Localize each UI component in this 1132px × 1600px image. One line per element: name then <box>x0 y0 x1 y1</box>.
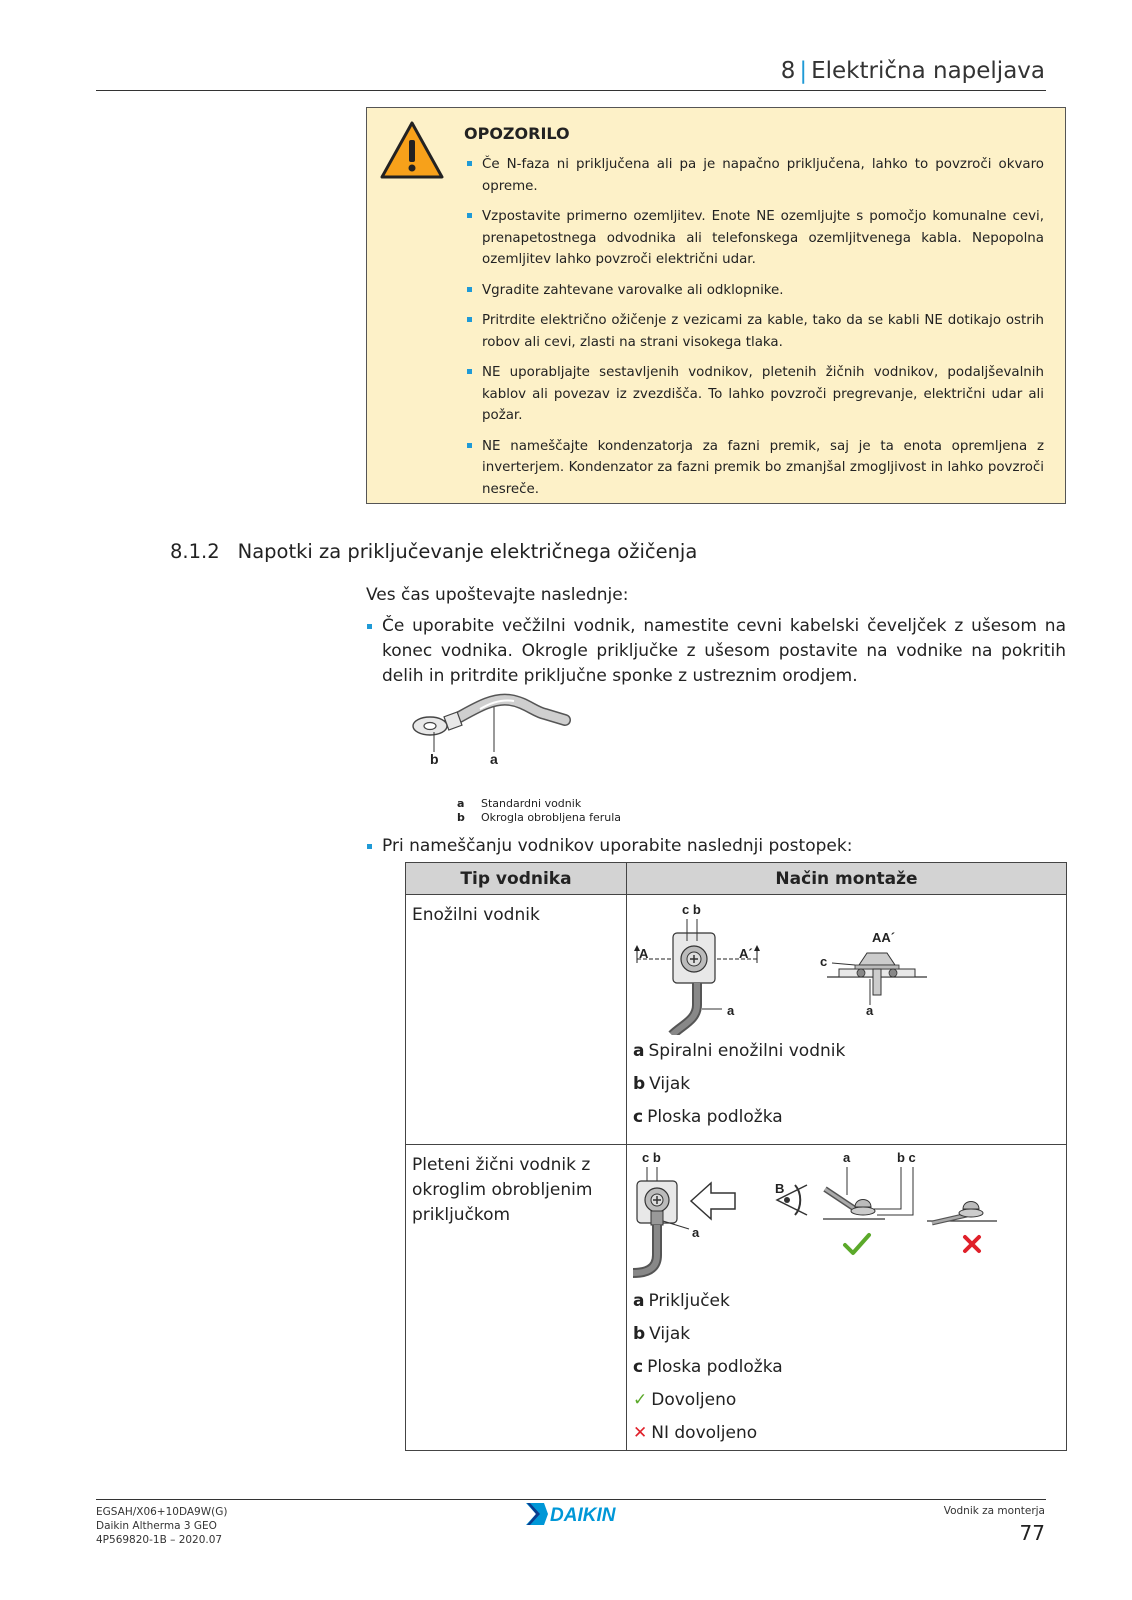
allowed-check-icon <box>845 1235 869 1253</box>
warning-item: Vgradite zahtevane varovalke ali odklopnike. <box>464 280 1044 302</box>
not-allowed-cross-icon <box>965 1237 979 1251</box>
mounting-stranded <box>627 1145 1067 1451</box>
warning-item: Če N-faza ni priključena ali pa je napačno priključena, lahko to povzroči okvaro opreme. <box>464 154 1044 197</box>
warning-item: NE nameščajte kondenzatorja za fazni premik, saj je ta enota opremljena z inverterjem. Kondenzator za fazni premik bo zmanjšal zmogljivost in lahko povzroči nesreče. <box>464 436 1044 501</box>
stranded-wire-figure <box>627 1145 1067 1285</box>
fig-label-a1: a <box>692 1225 700 1240</box>
footer-rule <box>96 1499 1046 1500</box>
legend-row: b Vijak <box>633 1074 691 1094</box>
header-separator: | <box>799 58 808 84</box>
wiring-table <box>405 862 1067 1451</box>
cross-icon: ✕ <box>633 1423 648 1443</box>
warning-item: Vzpostavite primerno ozemljitev. Enote NE ozemljujte s pomočjo komunalne cevi, prenapetostnega odvodnika ali telefonskega ozemljitvenega kabla. Nepopolna ozemljitev lahko povzroči električni udar. <box>464 206 1044 271</box>
footer-model: EGSAH/X06+10DA9W(G) <box>96 1506 228 1518</box>
chapter-title: Električna napeljava <box>811 58 1045 84</box>
legend-row: a Priključek <box>633 1291 730 1311</box>
footer-product: Daikin Altherma 3 GEO <box>96 1520 217 1532</box>
legend-not-allowed: ✕ NI dovoljeno <box>633 1423 758 1443</box>
warning-box <box>366 107 1066 504</box>
bullet-multicore <box>382 614 1066 689</box>
warning-item: Pritrdite električno ožičenje z vezicami za kable, tako da se kabli NE dotikajo ostrih robov ali cevi, zlasti na strani visokega tlaka. <box>464 310 1044 353</box>
header-mounting: Način montaže <box>627 863 1067 895</box>
fig-label-B2: B <box>775 1181 785 1196</box>
logo-text: DAIKIN <box>550 1505 616 1525</box>
section-heading <box>170 540 697 563</box>
footer-guide: Vodnik za monterja <box>943 1505 1045 1517</box>
table-row <box>406 895 1067 1145</box>
fig-label-a2: a <box>843 1150 851 1165</box>
legend-row: b Vijak <box>633 1324 691 1344</box>
table-row <box>406 1145 1067 1451</box>
daikin-logo <box>526 1503 634 1525</box>
wire-type-stranded: Pleteni žični vodnik z okroglim obrobljenim priključkom <box>406 1145 627 1451</box>
mounting-solid <box>627 895 1067 1145</box>
fig-label-c: c <box>820 954 828 969</box>
warning-triangle-icon <box>379 120 445 180</box>
lug-legend <box>457 797 621 825</box>
page-number: 77 <box>1019 1521 1045 1545</box>
legend-row: c Ploska podložka <box>633 1357 783 1377</box>
footer-doc: 4P569820-1B – 2020.07 <box>96 1534 223 1546</box>
header-wire-type: Tip vodnika <box>406 863 627 895</box>
check-icon: ✓ <box>633 1390 648 1410</box>
header-rule <box>96 90 1046 91</box>
legend-row: a Spiralni enožilni vodnik <box>633 1041 846 1061</box>
legend-allowed: ✓ Dovoljeno <box>633 1390 737 1410</box>
lug-label-b: b <box>430 751 439 767</box>
fig-label-bc: b c <box>897 1150 916 1165</box>
warning-list <box>464 154 1044 509</box>
legend-row: c Ploska podložka <box>633 1107 783 1127</box>
lug-label-a: a <box>490 751 498 767</box>
chapter-header <box>781 58 1045 84</box>
warning-item: NE uporabljajte sestavljenih vodnikov, pletenih žičnih vodnikov, podaljševalnih kablov ali povezav iz zvezdišča. To lahko povzroči pregrevanje, električni udar ali požar. <box>464 362 1044 427</box>
footer-left <box>96 1505 227 1547</box>
fig-label-cb: c b <box>642 1150 661 1165</box>
bullet-marker <box>367 624 372 629</box>
section-title: Napotki za priključevanje električnega ožičenja <box>237 540 698 563</box>
wire-type-solid: Enožilni vodnik <box>406 895 627 1145</box>
legend-row: b Okrogla obrobljena ferula <box>457 811 622 824</box>
bullet-marker <box>367 844 372 849</box>
bullet-procedure <box>382 834 1066 859</box>
intro-text: Ves čas upoštevajte naslednje: <box>366 585 629 605</box>
fig-label-AA: AA´ <box>872 930 896 945</box>
ring-lug-figure <box>410 692 575 782</box>
bullet-text: Pri nameščanju vodnikov uporabite naslednji postopek: <box>382 836 853 856</box>
fig-label-a2: a <box>866 1003 874 1018</box>
chapter-number: 8 <box>780 58 796 84</box>
fig-label-a1: a <box>727 1003 735 1018</box>
fig-label-A: A <box>639 946 649 961</box>
bullet-text: Če uporabite večžilni vodnik, namestite cevni kabelski čeveljček z ušesom na konec vodnika. Okrogle priključke z ušesom postavite na vodnike na pokritih delih in pritrdite priključne sponke z ustreznim orodjem. <box>382 616 1066 686</box>
warning-title: OPOZORILO <box>464 124 570 143</box>
fig-label-A2: A´ <box>739 946 753 961</box>
legend-row: a Standardni vodnik <box>457 797 582 810</box>
section-number: 8.1.2 <box>170 540 220 563</box>
solid-wire-figure <box>627 895 1067 1035</box>
fig-label-cb: c b <box>682 902 701 917</box>
